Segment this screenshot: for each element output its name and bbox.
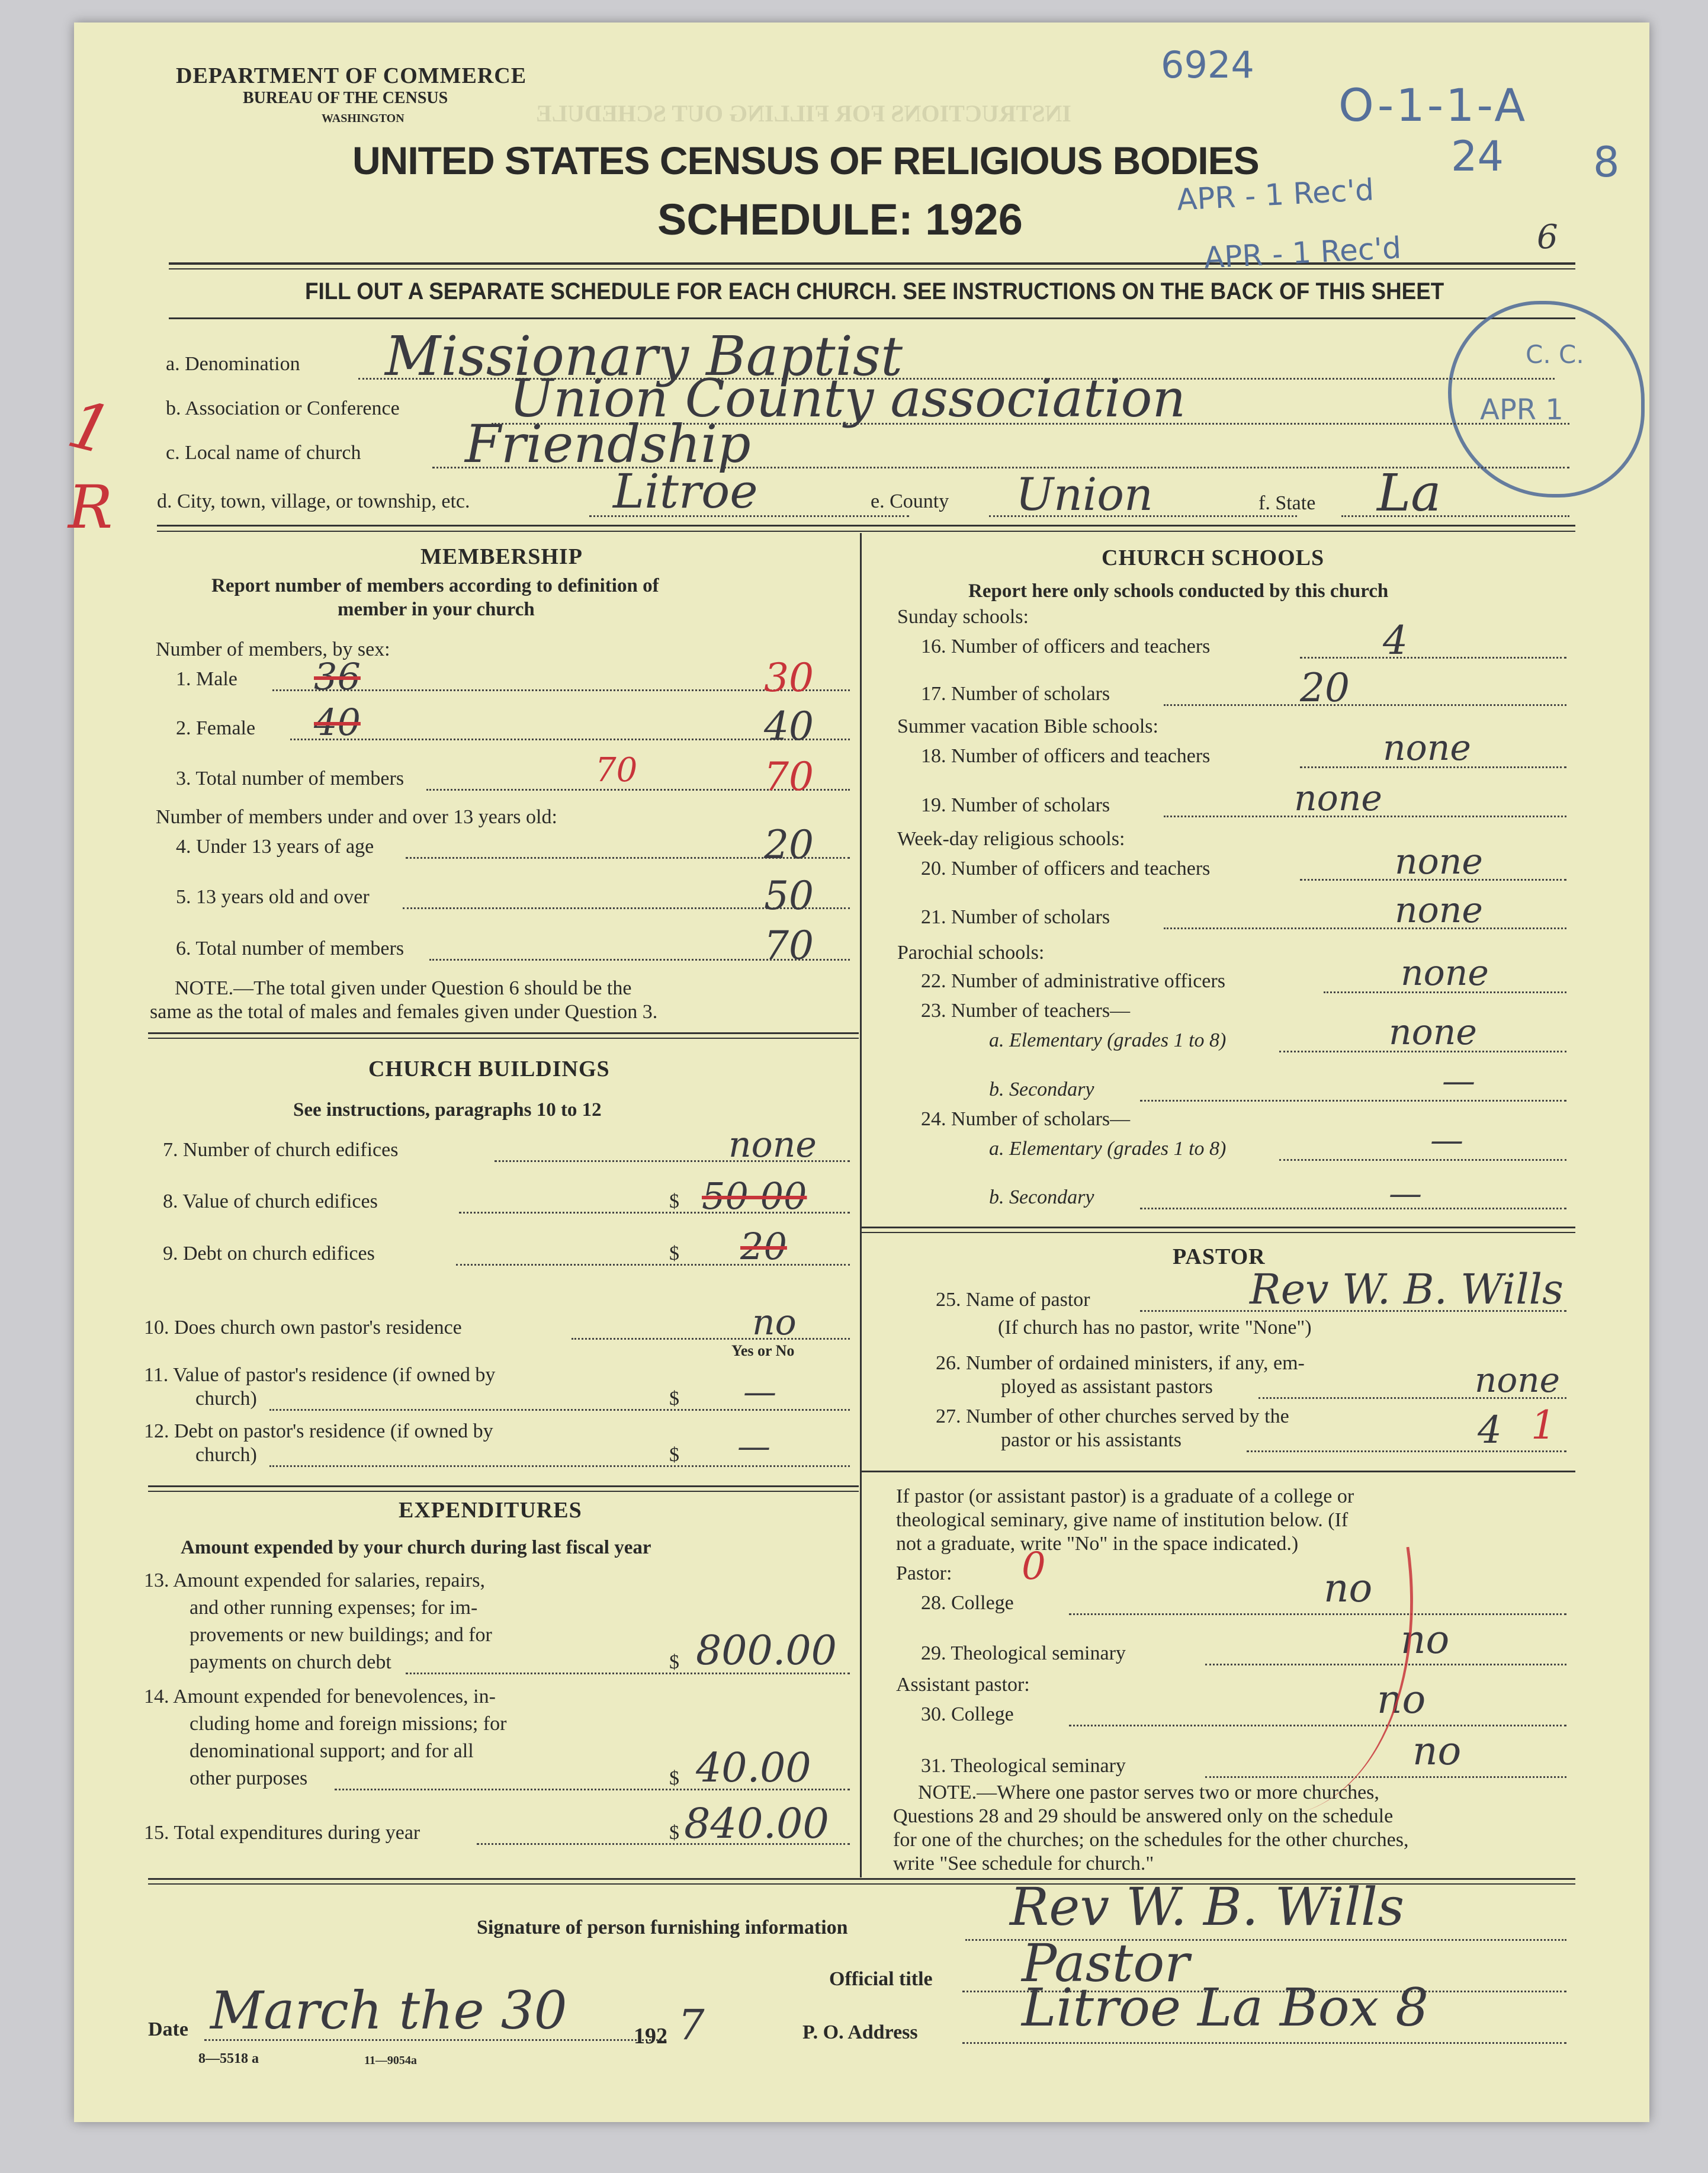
- pastor-subhead: Pastor:: [896, 1562, 952, 1584]
- year-prefix: 192: [634, 2024, 667, 2049]
- q28-label: 28. College: [921, 1592, 1014, 1614]
- q1-value: 30: [764, 655, 814, 701]
- q23-label: 23. Number of teachers—: [921, 1000, 1131, 1022]
- buildings-rule-2: [148, 1491, 859, 1492]
- q31-line: [1205, 1776, 1566, 1778]
- q5-value: 50: [764, 873, 814, 919]
- pastor-rule: [862, 1471, 1575, 1472]
- classification-num-1: 24: [1451, 132, 1504, 181]
- q22-label: 22. Number of administrative officers: [921, 970, 1225, 992]
- q2-value: 40: [764, 704, 814, 749]
- q12-value: —: [737, 1427, 770, 1466]
- signature-value: Rev W. B. Wills: [1010, 1876, 1405, 1937]
- bleed-through-text: INSTRUCTIONS FOR FILLING OUT SCHEDULE: [536, 100, 1071, 127]
- q24a-value: —: [1430, 1121, 1463, 1160]
- margin-mark-1: 1: [60, 386, 120, 470]
- q4-label: 4. Under 13 years of age: [176, 836, 374, 858]
- q27-red-mark: 1: [1531, 1402, 1556, 1448]
- q26-label-2: ployed as assistant pastors: [1001, 1376, 1213, 1398]
- header-rule-2: [169, 268, 1575, 269]
- q28-value: no: [1324, 1565, 1373, 1611]
- graduate-note-1: If pastor (or assistant pastor) is a graduate of a college or: [896, 1485, 1354, 1507]
- graduate-note-2: theological seminary, give name of institution below. (If: [896, 1509, 1349, 1531]
- q12-label-1: 12. Debt on pastor's residence (if owned by: [144, 1420, 493, 1442]
- pencil-six: 6: [1537, 218, 1558, 256]
- date-label: Date: [148, 2018, 188, 2040]
- q13-dollar: $: [669, 1651, 679, 1673]
- q17-value: 20: [1300, 665, 1350, 711]
- cc-stamp-label: C. C.: [1526, 340, 1584, 369]
- q13-label-1: 13. Amount expended for salaries, repairs,: [144, 1569, 485, 1591]
- q14-label-3: denominational support; and for all: [190, 1740, 474, 1762]
- q17-line: [1164, 704, 1566, 706]
- form-number-1: 8—5518 a: [198, 2051, 259, 2066]
- q1-label: 1. Male: [176, 668, 237, 690]
- schools-rule: [862, 1227, 1575, 1228]
- q22-value: none: [1401, 952, 1489, 994]
- city-value: Litroe: [613, 464, 758, 519]
- q14-label-4: other purposes: [190, 1767, 308, 1789]
- county-value: Union: [1016, 468, 1154, 521]
- expenditures-sub: Amount expended by your church during last fiscal year: [181, 1537, 651, 1558]
- signature-label: Signature of person furnishing information: [477, 1917, 848, 1938]
- state-label: f. State: [1258, 492, 1316, 514]
- q16-label: 16. Number of officers and teachers: [921, 635, 1211, 657]
- pastor-title: PASTOR: [1173, 1244, 1266, 1269]
- buildings-sub: See instructions, paragraphs 10 to 12: [293, 1099, 602, 1121]
- po-address-line: [962, 2042, 1566, 2044]
- q18-value: none: [1383, 727, 1471, 769]
- q11-label-1: 11. Value of pastor's residence (if owned by: [144, 1364, 496, 1386]
- membership-note-2: same as the total of males and females given under Question 3.: [150, 1001, 658, 1023]
- received-stamp-2: APR - 1 Rec'd: [1203, 230, 1402, 275]
- membership-rule-2: [148, 1038, 859, 1039]
- date-value: March the 30: [210, 1980, 567, 2041]
- denomination-label: a. Denomination: [166, 353, 300, 375]
- q27-line: [1247, 1450, 1566, 1452]
- q3-value: 70: [764, 754, 814, 800]
- official-title-label: Official title: [829, 1968, 933, 1990]
- q27-value: 4: [1478, 1408, 1502, 1452]
- q9-label: 9. Debt on church edifices: [163, 1243, 375, 1264]
- q2-struck: 40: [314, 701, 361, 744]
- sunday-schools-label: Sunday schools:: [897, 606, 1029, 628]
- q16-line: [1300, 657, 1566, 659]
- schools-sub: Report here only schools conducted by this church: [968, 580, 1389, 602]
- assistant-subhead: Assistant pastor:: [896, 1674, 1030, 1696]
- instruction-line: FILL OUT A SEPARATE SCHEDULE FOR EACH CHURCH. SEE INSTRUCTIONS ON THE BACK OF THIS SHEET: [305, 278, 1444, 304]
- pastor-note-4: write "See schedule for church.": [893, 1853, 1154, 1875]
- q23b-label: b. Secondary: [989, 1079, 1094, 1100]
- q21-label: 21. Number of scholars: [921, 906, 1110, 928]
- po-address-label: P. O. Address: [802, 2021, 918, 2043]
- q17-label: 17. Number of scholars: [921, 683, 1110, 705]
- q12-dollar: $: [669, 1444, 679, 1466]
- q13-label-3: provements or new buildings; and for: [190, 1624, 492, 1646]
- q24-label: 24. Number of scholars—: [921, 1108, 1131, 1130]
- q25-value: Rev W. B. Wills: [1250, 1265, 1563, 1314]
- q3-pencil: 70: [595, 751, 638, 789]
- q25-hint: (If church has no pastor, write "None"): [998, 1317, 1312, 1339]
- dept-name: DEPARTMENT OF COMMERCE: [176, 63, 527, 88]
- bureau-name: BUREAU OF THE CENSUS: [243, 89, 448, 107]
- q8-value: 50 00: [702, 1174, 807, 1218]
- q14-dollar: $: [669, 1767, 679, 1789]
- q9-dollar: $: [669, 1243, 679, 1264]
- q14-label-2: cluding home and foreign missions; for: [190, 1713, 507, 1735]
- schools-rule-2: [862, 1232, 1575, 1233]
- q7-value: none: [728, 1124, 817, 1166]
- weekday-schools-label: Week-day religious schools:: [897, 828, 1125, 850]
- fields-rule: [157, 525, 1575, 527]
- classification-num-2: 8: [1593, 138, 1620, 187]
- q18-label: 18. Number of officers and teachers: [921, 745, 1211, 767]
- q20-label: 20. Number of officers and teachers: [921, 858, 1211, 880]
- pastor-note-3: for one of the churches; on the schedules for the other churches,: [893, 1829, 1409, 1851]
- column-divider: [860, 533, 862, 1877]
- age-head: Number of members under and over 13 years old:: [156, 806, 557, 828]
- q9-value: 20: [740, 1225, 787, 1268]
- serial-number-stamp: 6924: [1161, 43, 1254, 86]
- cc-stamp-date: APR 1: [1480, 393, 1563, 426]
- q19-value: none: [1294, 778, 1382, 819]
- q23b-line: [1140, 1100, 1566, 1102]
- q24b-value: —: [1389, 1174, 1422, 1213]
- q30-value: no: [1377, 1677, 1426, 1722]
- q4-value: 20: [764, 822, 814, 868]
- q23b-value: —: [1442, 1062, 1475, 1100]
- q7-label: 7. Number of church edifices: [163, 1139, 399, 1161]
- q27-label-1: 27. Number of other churches served by the: [936, 1405, 1289, 1427]
- year-digit: 7: [678, 2001, 705, 2049]
- q13-value: 800.00: [696, 1628, 837, 1674]
- city-label: d. City, town, village, or township, etc.: [157, 490, 470, 512]
- q21-value: none: [1395, 890, 1483, 931]
- membership-sub-1: Report number of members according to definition of: [211, 575, 659, 596]
- margin-mark-r: R: [68, 473, 113, 542]
- classification-code: O-1-1-A: [1338, 79, 1528, 131]
- form-number-2: 11—9054a: [364, 2054, 417, 2067]
- q10-hint: Yes or No: [731, 1342, 795, 1359]
- q9-line: [456, 1264, 850, 1266]
- local-name-value: Friendship: [465, 413, 751, 474]
- q13-label-4: payments on church debt: [190, 1651, 391, 1673]
- official-title-value: Pastor: [1022, 1933, 1190, 1994]
- pastor-note-2: Questions 28 and 29 should be answered only on the schedule: [893, 1805, 1394, 1827]
- po-address-value: Litroe La Box 8: [1022, 1977, 1429, 2038]
- buildings-title: CHURCH BUILDINGS: [368, 1057, 610, 1081]
- red-o-mark: 0: [1022, 1545, 1046, 1588]
- q19-label: 19. Number of scholars: [921, 794, 1110, 816]
- q27-label-2: pastor or his assistants: [1001, 1429, 1182, 1451]
- q8-dollar: $: [669, 1190, 679, 1212]
- q11-label-2: church): [195, 1388, 257, 1410]
- q15-label: 15. Total expenditures during year: [144, 1822, 420, 1844]
- schools-title: CHURCH SCHOOLS: [1102, 545, 1325, 570]
- page-title: UNITED STATES CENSUS OF RELIGIOUS BODIES: [352, 139, 1259, 182]
- q24a-line: [1279, 1159, 1566, 1161]
- county-label: e. County: [871, 490, 949, 512]
- q6-value: 70: [764, 923, 814, 968]
- census-schedule-sheet: [60, 23, 1649, 2122]
- q15-dollar: $: [669, 1822, 679, 1844]
- q2-label: 2. Female: [176, 717, 256, 739]
- q23a-value: none: [1389, 1012, 1477, 1053]
- state-value: La: [1377, 464, 1441, 523]
- expenditures-title: EXPENDITURES: [399, 1498, 582, 1523]
- membership-note-1: NOTE.—The total given under Question 6 should be the: [175, 977, 632, 999]
- fields-rule-2: [157, 531, 1575, 532]
- q24a-label: a. Elementary (grades 1 to 8): [989, 1138, 1227, 1160]
- q10-value: no: [752, 1302, 797, 1343]
- q26-label-1: 26. Number of ordained ministers, if any, em-: [936, 1352, 1305, 1374]
- state-line: [1341, 515, 1569, 517]
- membership-sub-2: member in your church: [338, 599, 535, 620]
- association-label: b. Association or Conference: [166, 397, 400, 419]
- q24b-line: [1140, 1208, 1566, 1209]
- bureau-city: WASHINGTON: [322, 112, 404, 125]
- q1-struck: 36: [314, 655, 361, 698]
- received-stamp-1: APR - 1 Rec'd: [1176, 172, 1375, 217]
- q14-value: 40.00: [696, 1745, 811, 1792]
- pastor-note-1: NOTE.—Where one pastor serves two or more churches,: [918, 1782, 1379, 1803]
- q30-label: 30. College: [921, 1703, 1014, 1725]
- q8-label: 8. Value of church edifices: [163, 1190, 378, 1212]
- local-name-label: c. Local name of church: [166, 442, 361, 464]
- q26-value: none: [1475, 1360, 1560, 1400]
- membership-title: MEMBERSHIP: [420, 544, 583, 569]
- buildings-rule: [148, 1485, 859, 1487]
- q23a-label: a. Elementary (grades 1 to 8): [989, 1029, 1227, 1051]
- q20-value: none: [1395, 841, 1483, 882]
- parochial-schools-label: Parochial schools:: [897, 942, 1045, 964]
- q3-label: 3. Total number of members: [176, 768, 404, 789]
- q29-label: 29. Theological seminary: [921, 1642, 1126, 1664]
- q31-value: no: [1412, 1728, 1462, 1774]
- denomination-value: Missionary Baptist: [385, 325, 903, 388]
- q11-value: —: [743, 1373, 776, 1411]
- membership-rule: [148, 1032, 859, 1034]
- q31-label: 31. Theological seminary: [921, 1755, 1126, 1777]
- graduate-note-3: not a graduate, write "No" in the space indicated.): [896, 1533, 1299, 1555]
- q6-label: 6. Total number of members: [176, 938, 404, 959]
- q14-label-1: 14. Amount expended for benevolences, in-: [144, 1686, 496, 1707]
- q10-line: [572, 1338, 850, 1340]
- q10-label: 10. Does church own pastor's residence: [144, 1317, 462, 1339]
- q12-label-2: church): [195, 1444, 257, 1466]
- q21-line: [1164, 927, 1566, 929]
- q15-value: 840.00: [684, 1799, 829, 1848]
- header-rule-3: [169, 317, 1575, 319]
- summer-schools-label: Summer vacation Bible schools:: [897, 715, 1158, 737]
- q11-dollar: $: [669, 1388, 679, 1410]
- q29-value: no: [1401, 1617, 1450, 1662]
- q25-label: 25. Name of pastor: [936, 1289, 1090, 1311]
- q13-label-2: and other running expenses; for im-: [190, 1597, 478, 1619]
- q5-label: 5. 13 years old and over: [176, 886, 370, 908]
- members-by-sex-label: Number of members, by sex:: [156, 638, 390, 660]
- association-value: Union County association: [509, 368, 1186, 429]
- schedule-title: SCHEDULE: 1926: [657, 195, 1023, 244]
- q16-value: 4: [1383, 618, 1408, 663]
- q24b-label: b. Secondary: [989, 1186, 1094, 1208]
